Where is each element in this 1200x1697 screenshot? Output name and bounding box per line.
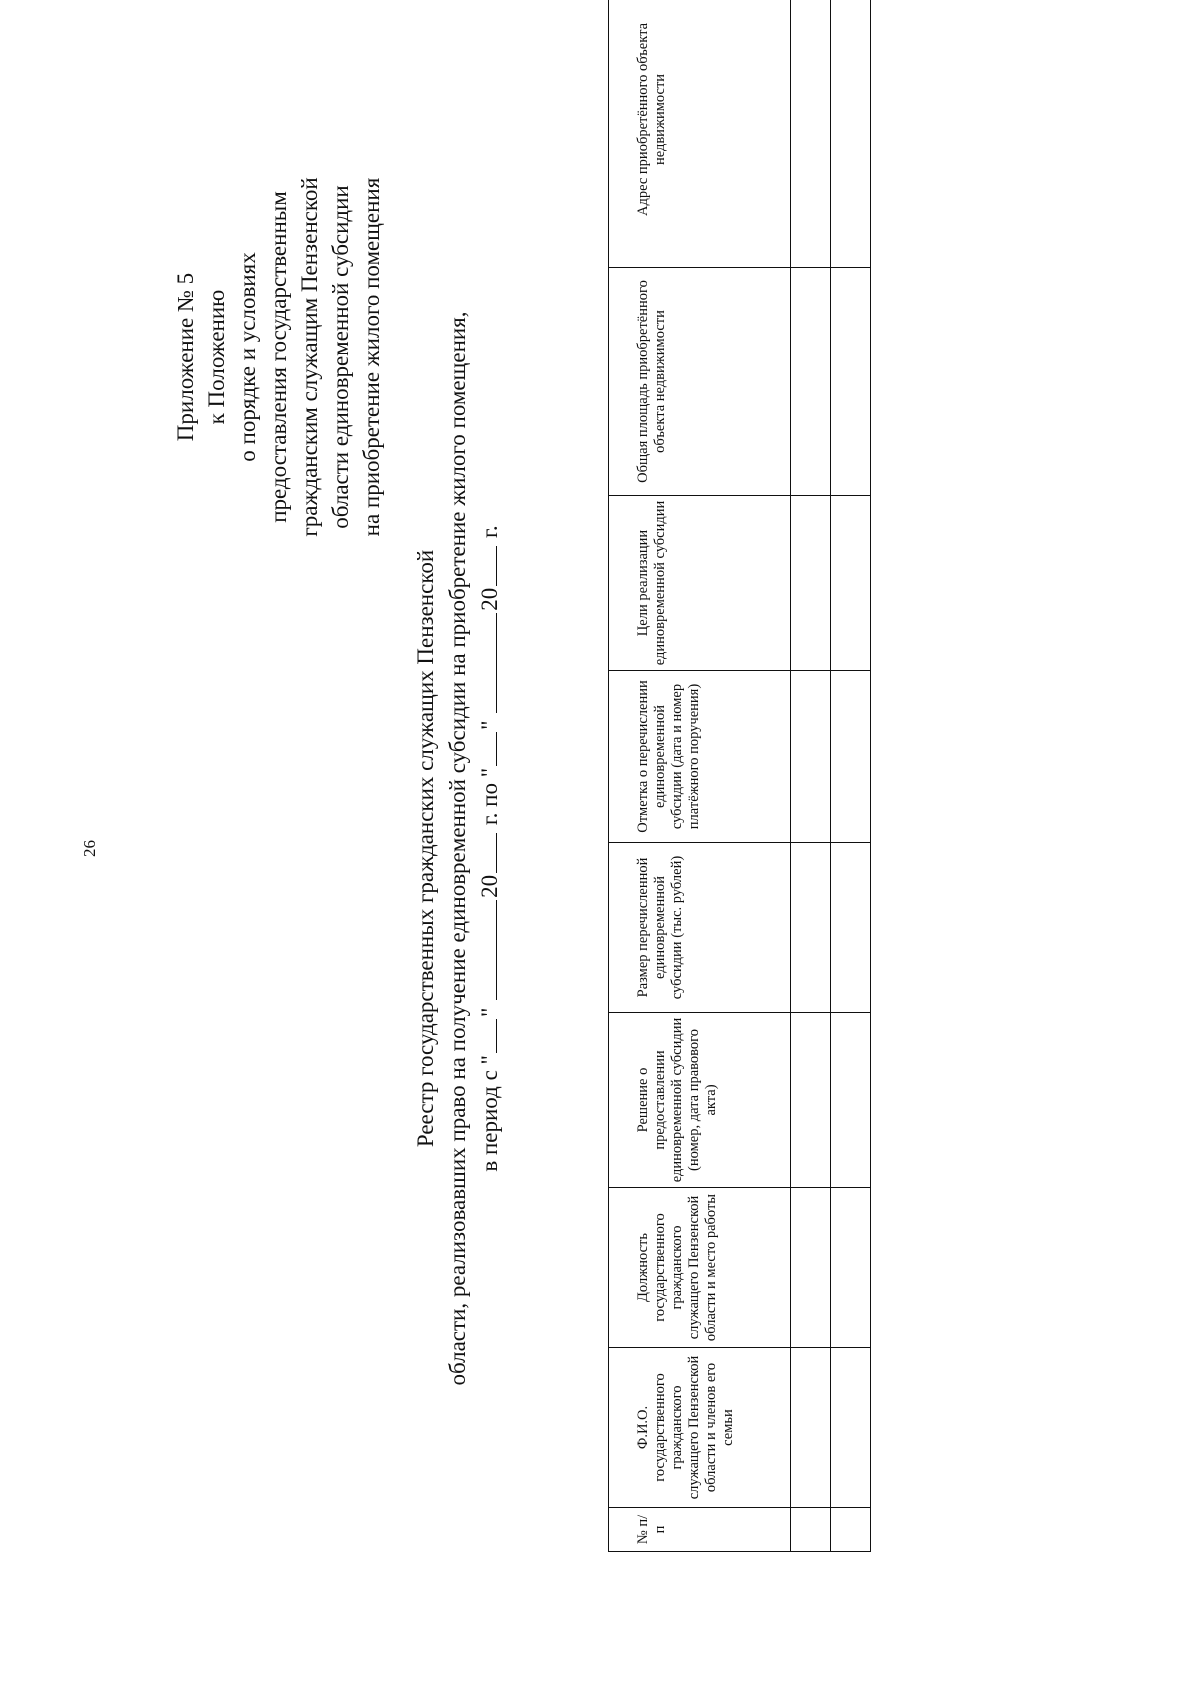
column-header-address: Адрес приобретённого объекта недвижимости xyxy=(609,0,791,268)
appendix-header xyxy=(170,77,387,637)
column-header-total-area: Общая площадь приобретённого объекта недвижимости xyxy=(609,268,791,496)
table-cell xyxy=(831,671,871,843)
appendix-line: Приложение № 5 xyxy=(173,272,198,442)
table-cell xyxy=(791,843,831,1013)
appendix-line: предоставления государственным xyxy=(266,191,291,523)
table-row xyxy=(831,0,871,1552)
appendix-line: к Положению xyxy=(204,289,229,425)
day-to-blank xyxy=(474,732,497,766)
table-cell xyxy=(791,1188,831,1348)
table-cell xyxy=(791,671,831,843)
day-from-blank xyxy=(474,1019,497,1053)
registry-table xyxy=(608,0,871,1552)
column-header-position: Должность государственного гражданского служащего Пензенской области и место работы xyxy=(609,1188,791,1348)
year-from-prefix: 20 xyxy=(477,874,502,898)
page-number: 26 xyxy=(80,840,99,857)
month-to-blank xyxy=(474,613,497,713)
table-cell xyxy=(831,1348,871,1508)
period-suffix: г. xyxy=(477,525,502,538)
appendix-line: гражданским служащим Пензенской xyxy=(297,177,322,537)
year-from-blank xyxy=(474,833,497,873)
year-to-prefix: 20 xyxy=(477,587,502,611)
period-line xyxy=(474,0,506,1697)
title-line-2: области, реализовавших право на получение единовременной субсидии на приобретение жилого помещения, xyxy=(445,311,470,1386)
column-header-number: № п/п xyxy=(609,1508,791,1552)
table-cell xyxy=(791,496,831,671)
appendix-line: области единовременной субсидии xyxy=(328,185,353,529)
year-to-blank xyxy=(474,546,497,586)
period-mid: г. по " xyxy=(477,767,502,826)
column-header-decision: Решение о предоставлении единовременной субсидии (номер, дата правового акта) xyxy=(609,1013,791,1188)
table-cell xyxy=(831,843,871,1013)
period-prefix: в период с " xyxy=(477,1055,502,1172)
month-from-blank xyxy=(474,900,497,1000)
table-cell xyxy=(791,1508,831,1552)
table-cell xyxy=(791,0,831,268)
table-cell xyxy=(831,1188,871,1348)
period-quote-1: " xyxy=(477,1007,502,1018)
table-cell xyxy=(831,1508,871,1552)
table-cell xyxy=(791,268,831,496)
registry-title xyxy=(410,0,506,1697)
appendix-line: о порядке и условиях xyxy=(235,252,260,462)
column-header-full-name: Ф.И.О. государственного гражданского служащего Пензенской области и членов его семьи xyxy=(609,1348,791,1508)
table-cell xyxy=(831,496,871,671)
table-cell xyxy=(791,1348,831,1508)
appendix-line: на приобретение жилого помещения xyxy=(359,177,384,537)
period-quote-2: " xyxy=(477,720,502,730)
column-header-purpose: Цели реализации единовременной субсидии xyxy=(609,496,791,671)
column-header-amount: Размер перечисленной единовременной субсидии (тыс. рублей) xyxy=(609,843,791,1013)
table-cell xyxy=(791,1013,831,1188)
column-header-transfer-mark: Отметка о перечислении единовременной субсидии (дата и номер платёжного поручения) xyxy=(609,671,791,843)
table-cell xyxy=(831,0,871,268)
table-cell xyxy=(831,1013,871,1188)
table-header-row xyxy=(609,0,791,1552)
table-row xyxy=(791,0,831,1552)
title-line-1: Реестр государственных гражданских служащих Пензенской xyxy=(413,549,438,1148)
table-cell xyxy=(831,268,871,496)
